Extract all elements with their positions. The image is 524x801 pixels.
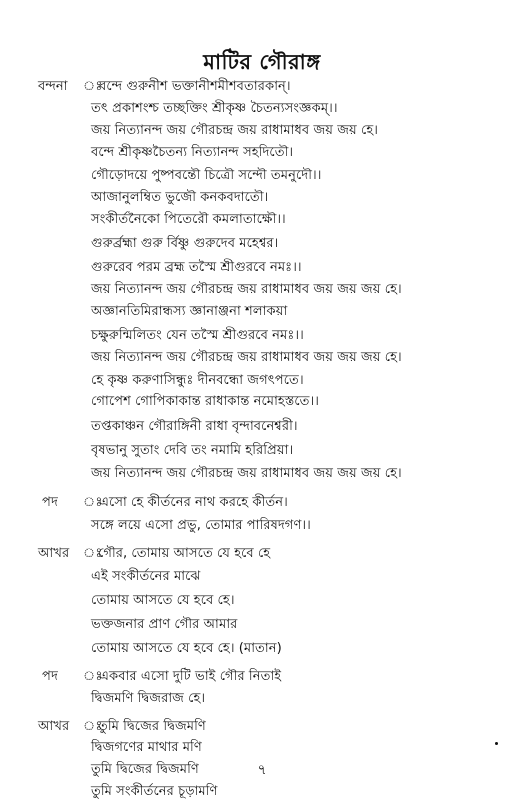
verse-line: আজানুলম্বিত ভুজৌ কনকবদাতৌ। bbox=[91, 190, 269, 205]
verse-line: জয় নিত্যানন্দ জয় গৌরচন্দ্র জয় রাধামাধব জয় জয় জয় হে। bbox=[91, 350, 402, 365]
ink-speck bbox=[495, 742, 498, 745]
section-label: পদ bbox=[42, 669, 58, 684]
verse-line: তৎ প্রকাশংশ্চ তচ্ছক্তিং শ্রীকৃষ্ণ চৈতন্যসংজ্ঞকম্।। bbox=[91, 101, 338, 116]
verse-line: হে কৃষ্ণ করুণাসিন্ধুঃ দীনবন্ধো জগৎপতে। bbox=[91, 373, 304, 388]
verse-line: বৃষভানু সুতাং দেবি তং নমামি হরিপ্রিয়া। bbox=[91, 443, 294, 458]
verse-line: এসো হে কীর্তনের নাথ করহে কীর্তন। bbox=[99, 495, 288, 510]
section-colon: ঃ bbox=[83, 495, 103, 510]
verse-line: একবার এসো দুটি ভাই গৌর নিতাই bbox=[99, 669, 282, 684]
verse-line: জয় নিত্যানন্দ জয় গৌরচন্দ্র জয় রাধামাধব জয় জয় হে। bbox=[91, 123, 378, 138]
verse-line: সঙ্গে লয়ে এসো প্রভু, তোমার পারিষদগণ।। bbox=[91, 518, 311, 533]
verse-line: তোমায় আসতে যে হবে হে। (মাতান) bbox=[91, 641, 282, 656]
verse-line: তোমায় আসতে যে হবে হে। bbox=[91, 593, 235, 608]
verse-line: তুমি দ্বিজের দ্বিজমণি bbox=[98, 719, 206, 734]
verse-line: ভক্তজনার প্রাণ গৌর আমার bbox=[91, 617, 238, 632]
verse-line: তুমি সংকীর্তনের চূড়ামণি bbox=[91, 784, 218, 799]
verse-line: বন্দে শ্রীকৃষ্ণচৈতন্য নিত্যানন্দ সহদিতৌ। bbox=[91, 145, 294, 160]
verse-line: চক্ষুরুন্মিলিতং যেন তস্মৈ শ্রীগুরবে নমঃ।। bbox=[91, 328, 304, 343]
verse-line: দ্বিজগণের মাথার মণি bbox=[91, 740, 202, 755]
verse-line: জয় নিত্যানন্দ জয় গৌরচন্দ্র জয় রাধামাধব জয় জয় জয় হে। bbox=[91, 466, 402, 481]
verse-line: তপ্তকাঞ্চন গৌরাঙ্গিনী রাধা বৃন্দাবনেশ্বরী। bbox=[91, 419, 298, 434]
verse-line: জয় নিত্যানন্দ জয় গৌরচন্দ্র জয় রাধামাধব জয় জয় জয় হে। bbox=[91, 282, 402, 297]
verse-line: গৌড়োদয়ে পুষ্পবন্তৌ চিত্রৌ সন্দৌ তমনুদৌ।। bbox=[91, 168, 322, 183]
verse-line: বন্দে গুরুনীশ ভক্তানীশমীশবতারকান্। bbox=[99, 79, 291, 94]
section-label: আখর bbox=[38, 719, 70, 734]
section-label: পদ bbox=[42, 495, 58, 510]
verse-line: গুরুর্ব্রহ্মা গুরু র্বিষ্ণু গুরুদেব মহেশ্বর। bbox=[91, 236, 279, 251]
section-colon: ঃ bbox=[83, 719, 103, 734]
page-title: মাটির গৌরাঙ্গ bbox=[203, 50, 321, 74]
section-colon: ঃ bbox=[83, 79, 103, 94]
section-label: আখর bbox=[38, 546, 70, 561]
verse-line: গৌর, তোমায় আসতে যে হবে হে bbox=[98, 546, 271, 561]
verse-line: অজ্ঞানতিমিরান্ধস্য জ্ঞানাঞ্জনা শলাকয়া bbox=[91, 304, 288, 319]
verse-line: সংকীর্তনৈকো পিতেরৌ কমলাতাক্ষৌ।। bbox=[91, 212, 286, 227]
verse-line: গুরুরেব পরম ব্রহ্ম তস্মৈ শ্রীগুরবে নমঃ।। bbox=[91, 260, 302, 275]
verse-line: তুমি দ্বিজের দ্বিজমণি bbox=[91, 762, 199, 777]
verse-line: দ্বিজমণি দ্বিজরাজ হে। bbox=[91, 691, 206, 706]
verse-line: এই সংকীর্তনের মাঝে bbox=[91, 569, 201, 584]
page-number: ৭ bbox=[257, 762, 267, 778]
section-label: বন্দনা bbox=[38, 79, 68, 94]
section-colon: ঃ bbox=[83, 546, 103, 561]
verse-line: গোপেশ গোপিকাকান্ত রাধাকান্ত নমোহস্ততে।। bbox=[91, 394, 319, 409]
section-colon: ঃ bbox=[83, 669, 103, 684]
